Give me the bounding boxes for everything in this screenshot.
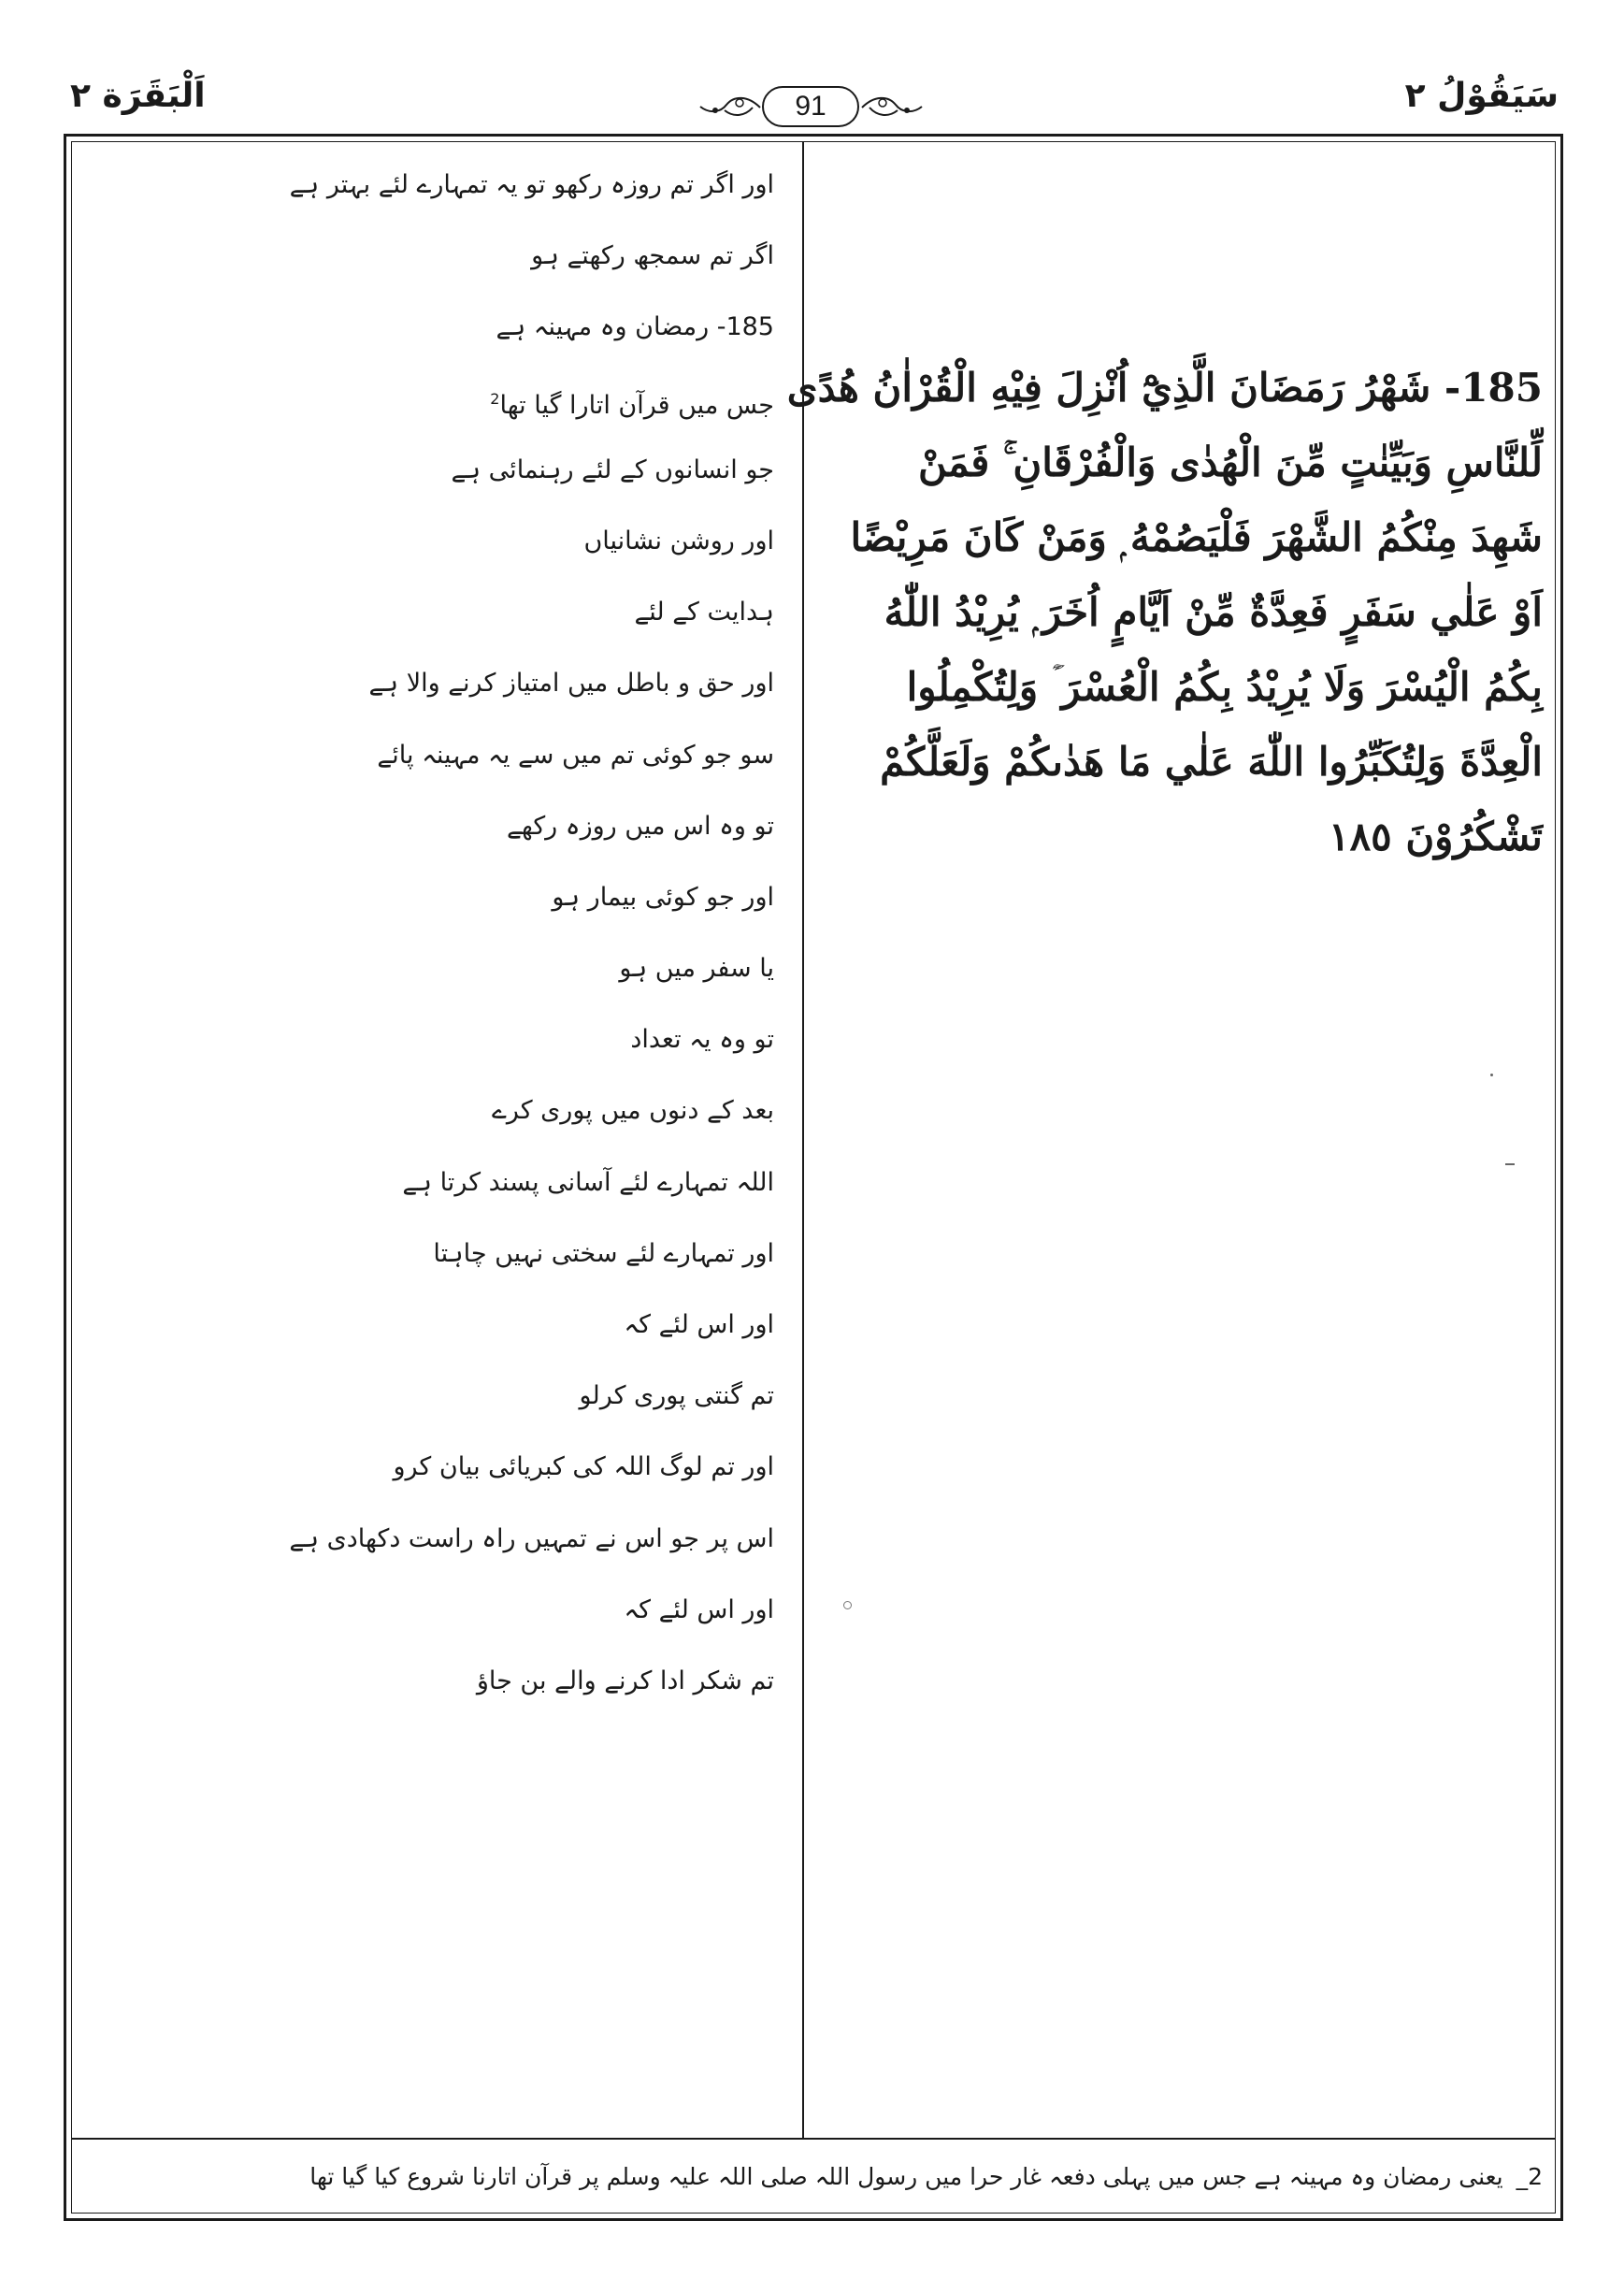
urdu-line: جو انسانوں کے لئے رہنمائی ہے <box>451 454 774 484</box>
scan-speck <box>1490 1074 1493 1076</box>
urdu-line: اور حق و باطل میں امتیاز کرنے والا ہے <box>368 669 774 699</box>
arabic-line: 185- شَهْرُ رَمَضَانَ الَّذِيْٓ اُنْزِلَ فِيْهِ الْقُرْاٰنُ هُدًى <box>786 365 1543 411</box>
footnote-number: 2_ <box>1516 2163 1543 2190</box>
page-header <box>0 0 1624 131</box>
arabic-verse-column <box>786 351 1543 874</box>
urdu-line: بعد کے دنوں میں پوری کرے <box>492 1096 774 1126</box>
urdu-line: اور اگر تم روزہ رکھو تو یہ تمہارے لئے بہتر ہے <box>289 170 774 199</box>
urdu-line: اور اس لئے کہ <box>624 1594 774 1624</box>
urdu-line: ہدایت کے لئے <box>634 598 774 627</box>
urdu-line: تم گنتی پوری کرلو <box>579 1381 774 1411</box>
footnote <box>84 2151 1543 2203</box>
urdu-line: یا سفر میں ہو <box>619 954 774 984</box>
page-number: 91 <box>762 86 859 127</box>
urdu-line: اور تمہارے لئے سختی نہیں چاہتا <box>433 1238 774 1268</box>
surah-name: اَلْبَقَرَة ٢ <box>70 77 206 115</box>
urdu-line-with-footnote <box>84 364 787 435</box>
right-ornament-icon <box>860 94 926 122</box>
footnote-marker[interactable]: 2 <box>490 389 500 408</box>
urdu-translation-column <box>84 150 787 1717</box>
urdu-line: اور جو کوئی بیمار ہو <box>552 882 774 912</box>
arabic-line: اَوْ عَلٰي سَفَرٍ فَعِدَّةٌ مِّنْ اَيَّامٍ اُخَرَ ۭ يُرِيْدُ اللّٰهُ <box>884 589 1543 635</box>
arabic-line: الْعِدَّةَ وَلِتُكَبِّرُوا اللّٰهَ عَلٰي مَا هَدٰىكُمْ وَلَعَلَّكُمْ <box>880 739 1543 785</box>
urdu-line: تو وہ یہ تعداد <box>630 1025 774 1055</box>
urdu-line: تم شکر ادا کرنے والے بن جاؤ <box>476 1666 774 1695</box>
urdu-line: اور تم لوگ اللہ کی کبریائی بیان کرو <box>393 1452 774 1482</box>
urdu-line: تو وہ اس میں روزہ رکھے <box>507 811 774 841</box>
left-ornament-icon <box>697 94 762 122</box>
footnote-text: یعنی رمضان وہ مہینہ ہے جس میں پہلی دفعہ غار حرا میں رسول اللہ صلی اللہ علیہ وسلم پر قرآن اتارنا شروع کیا گیا تھا <box>309 2163 1503 2190</box>
arabic-line: تَشْكُرُوْنَ ١٨٥ <box>1329 814 1543 859</box>
column-divider <box>802 142 804 2138</box>
scan-speck <box>1505 1163 1515 1165</box>
urdu-line: اگر تم سمجھ رکھتے ہو <box>531 241 774 271</box>
juz-name: سَيَقُوْلُ ٢ <box>1404 77 1559 115</box>
arabic-line: شَهِدَ مِنْكُمُ الشَّهْرَ فَلْيَصُمْهُ ۭ وَمَنْ كَانَ مَرِيْضًا <box>850 514 1543 560</box>
urdu-line-text: جس میں قرآن اتارا گیا تھا <box>499 390 774 420</box>
footnote-divider <box>72 2138 1555 2140</box>
page-number-badge <box>697 82 926 133</box>
urdu-line: 185- رمضان وہ مہینہ ہے <box>496 312 774 342</box>
urdu-line: اور روشن نشانیاں <box>583 526 774 555</box>
urdu-line: اللہ تمہارے لئے آسانی پسند کرتا ہے <box>402 1167 774 1197</box>
urdu-line: سو جو کوئی تم میں سے یہ مہینہ پائے <box>377 740 774 770</box>
urdu-line: اس پر جو اس نے تمہیں راہ راست دکھادی ہے <box>289 1523 774 1553</box>
arabic-line: بِكُمُ الْيُسْرَ وَلَا يُرِيْدُ بِكُمُ الْعُسْرَ ۡ وَلِتُكْمِلُوا <box>906 664 1543 710</box>
urdu-line: اور اس لئے کہ <box>624 1310 774 1339</box>
arabic-line: لِّلنَّاسِ وَبَيِّنٰتٍ مِّنَ الْهُدٰى وَالْفُرْقَانِ ۚ فَمَنْ <box>917 440 1543 485</box>
scan-speck <box>843 1601 852 1609</box>
